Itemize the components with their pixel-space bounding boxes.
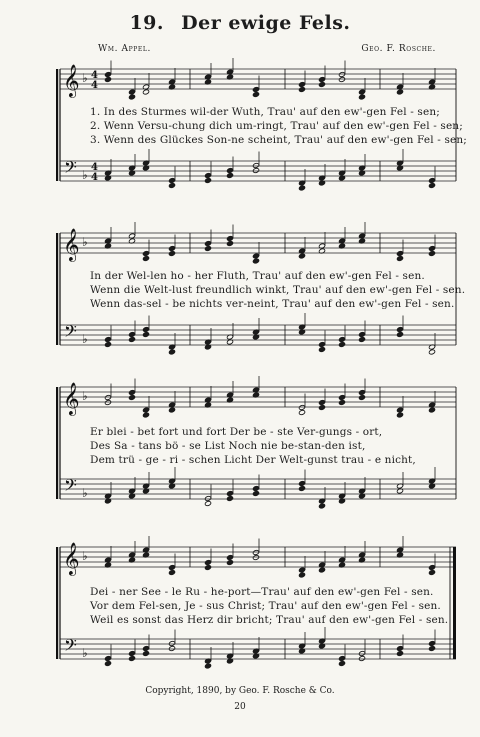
- notehead: [358, 390, 365, 396]
- notehead: [142, 251, 149, 257]
- lyric-line: Des Sa - tans bö - se List Noch nie be-stan-den ist,: [90, 440, 366, 452]
- notehead: [396, 327, 403, 333]
- notehead: [226, 236, 233, 242]
- notehead: [204, 246, 211, 252]
- notehead: [252, 92, 259, 98]
- notehead: [358, 89, 365, 95]
- notehead: [168, 349, 175, 355]
- notehead: [104, 72, 111, 78]
- notehead: [396, 651, 403, 657]
- bass-clef-icon: 𝄢: [64, 321, 77, 345]
- notehead: [428, 251, 435, 257]
- notehead: [358, 337, 365, 343]
- notehead: [428, 646, 435, 652]
- music-system-4: [60, 542, 456, 682]
- treble-clef-icon: 𝄞: [63, 382, 80, 415]
- notehead: [168, 646, 175, 652]
- flat-icon: ♭: [82, 332, 88, 346]
- notehead: [168, 641, 175, 647]
- notehead: [142, 256, 149, 262]
- notehead: [128, 89, 135, 95]
- notehead: [252, 550, 259, 556]
- notehead: [128, 332, 135, 338]
- notehead: [104, 337, 111, 343]
- notehead: [204, 241, 211, 247]
- copyright-notice: Copyright, 1890, by Geo. F. Rosche & Co.: [145, 686, 335, 696]
- notehead: [298, 410, 305, 416]
- notehead: [318, 82, 325, 88]
- time-signature: 4: [91, 70, 98, 81]
- notehead: [226, 560, 233, 566]
- system-bracket: [56, 233, 58, 345]
- notehead: [226, 173, 233, 179]
- composer-credit: Geo. F. Rosche.: [361, 44, 436, 54]
- notehead: [252, 491, 259, 497]
- notehead: [338, 337, 345, 343]
- notehead: [142, 407, 149, 413]
- page-number: 20: [234, 702, 246, 712]
- notehead: [396, 256, 403, 262]
- notehead: [204, 496, 211, 502]
- notehead: [318, 342, 325, 348]
- music-notation: [60, 542, 456, 682]
- flat-icon: ♭: [82, 168, 88, 182]
- notehead: [142, 412, 149, 418]
- time-signature: 4: [91, 80, 98, 91]
- notehead: [168, 246, 175, 252]
- notehead: [298, 481, 305, 487]
- notehead: [168, 178, 175, 184]
- notehead: [338, 72, 345, 78]
- hymn-number: 19.: [129, 12, 164, 34]
- notehead: [396, 89, 403, 95]
- notehead: [318, 77, 325, 83]
- lyric-line: Wenn die Welt-lust freundlich winkt, Trau' auf den ew'-gen Fel - sen.: [90, 284, 466, 296]
- lyric-line: Wenn das-sel - be nichts ver-neint, Trau' auf den ew'-gen Fel - sen.: [90, 298, 455, 310]
- notehead: [226, 555, 233, 561]
- treble-clef-icon: 𝄞: [63, 64, 80, 97]
- notehead: [396, 251, 403, 257]
- notehead: [226, 491, 233, 497]
- notehead: [298, 82, 305, 88]
- notehead: [142, 332, 149, 338]
- notehead: [142, 327, 149, 333]
- time-signature: 4: [91, 172, 98, 183]
- notehead: [204, 663, 211, 669]
- notehead: [104, 342, 111, 348]
- music-system-2: [60, 228, 466, 368]
- notehead: [358, 332, 365, 338]
- notehead: [252, 486, 259, 492]
- notehead: [104, 77, 111, 83]
- notehead: [428, 183, 435, 189]
- flat-icon: ♭: [82, 235, 88, 249]
- notehead: [338, 656, 345, 662]
- notehead: [396, 412, 403, 418]
- notehead: [298, 486, 305, 492]
- notehead: [128, 395, 135, 401]
- system-bracket: [56, 69, 58, 181]
- notehead: [338, 395, 345, 401]
- bass-clef-icon: 𝄢: [64, 475, 77, 499]
- flat-icon: ♭: [82, 549, 88, 563]
- notehead: [298, 253, 305, 259]
- notehead: [168, 565, 175, 571]
- notehead: [142, 646, 149, 652]
- notehead: [168, 251, 175, 257]
- notehead: [204, 565, 211, 571]
- notehead: [318, 503, 325, 509]
- notehead: [226, 496, 233, 502]
- notehead: [104, 400, 111, 406]
- notehead: [338, 342, 345, 348]
- notehead: [128, 94, 135, 100]
- notehead: [226, 168, 233, 174]
- notehead: [128, 656, 135, 662]
- system-bracket: [56, 547, 58, 659]
- notehead: [104, 661, 111, 667]
- system-bracket: [56, 387, 58, 499]
- flat-icon: ♭: [82, 486, 88, 500]
- notehead: [128, 337, 135, 343]
- notehead: [298, 405, 305, 411]
- notehead: [298, 567, 305, 573]
- notehead: [298, 572, 305, 578]
- notehead: [204, 560, 211, 566]
- music-system-3: [60, 382, 456, 522]
- flat-icon: ♭: [82, 71, 88, 85]
- notehead: [358, 94, 365, 100]
- lyric-line: Er blei - bet fort und fort Der be - ste Ver-gungs - ort,: [90, 426, 383, 438]
- lyric-line: Dem trü - ge - ri - schen Licht Der Welt-gunst trau - e nicht,: [90, 454, 416, 466]
- notehead: [204, 173, 211, 179]
- notehead: [428, 565, 435, 571]
- lyric-line: Weil es sonst das Herz dir bricht; Trau' auf den ew'-gen Fel - sen.: [90, 614, 449, 626]
- hymn-title: [0, 12, 480, 34]
- notehead: [358, 651, 365, 657]
- notehead: [428, 570, 435, 576]
- notehead: [252, 253, 259, 259]
- notehead: [142, 89, 149, 95]
- bass-clef-icon: 𝄢: [64, 635, 77, 659]
- notehead: [396, 332, 403, 338]
- flat-icon: ♭: [82, 646, 88, 660]
- notehead: [396, 646, 403, 652]
- notehead: [428, 407, 435, 413]
- notehead: [104, 395, 111, 401]
- lyricist-credit: Wm. Appel.: [98, 44, 151, 54]
- notehead: [104, 656, 111, 662]
- notehead: [338, 661, 345, 667]
- notehead: [128, 651, 135, 657]
- notehead: [142, 651, 149, 657]
- notehead: [298, 185, 305, 191]
- hymn-name: Der ewige Fels.: [181, 12, 351, 34]
- notehead: [252, 555, 259, 561]
- notehead: [226, 241, 233, 247]
- notehead: [318, 347, 325, 353]
- notehead: [298, 87, 305, 93]
- flat-icon: ♭: [82, 389, 88, 403]
- time-signature: 4: [91, 162, 98, 173]
- lyric-line: 3. Wenn des Glückes Son-ne scheint, Trau' auf den ew'-gen Fel - sen;: [90, 134, 467, 146]
- notehead: [428, 641, 435, 647]
- music-notation: [60, 382, 456, 522]
- treble-clef-icon: 𝄞: [63, 542, 80, 575]
- bass-clef-icon: 𝄢: [64, 157, 77, 181]
- notehead: [338, 77, 345, 83]
- lyric-line: 2. Wenn Versu-chung dich um-ringt, Trau' auf den ew'-gen Fel - sen;: [90, 120, 463, 132]
- lyric-line: In der Wel-len ho - her Fluth, Trau' auf den ew'-gen Fel - sen.: [90, 270, 425, 282]
- notehead: [318, 405, 325, 411]
- music-system-1: [60, 64, 467, 204]
- notehead: [358, 656, 365, 662]
- notehead: [204, 178, 211, 184]
- notehead: [128, 390, 135, 396]
- notehead: [252, 87, 259, 93]
- notehead: [396, 407, 403, 413]
- treble-clef-icon: 𝄞: [63, 228, 80, 261]
- notehead: [252, 258, 259, 264]
- notehead: [318, 567, 325, 573]
- notehead: [428, 178, 435, 184]
- lyric-line: 1. In des Sturmes wil-der Wuth, Trau' auf den ew'-gen Fel - sen;: [90, 106, 440, 118]
- lyric-line: Vor dem Fel-sen, Je - sus Christ; Trau' auf den ew'-gen Fel - sen.: [90, 600, 441, 612]
- notehead: [358, 395, 365, 401]
- notehead: [252, 163, 259, 169]
- lyric-line: Dei - ner See - le Ru - he-port—Trau' auf den ew'-gen Fel - sen.: [90, 586, 434, 598]
- notehead: [168, 570, 175, 576]
- notehead: [338, 400, 345, 406]
- notehead: [168, 407, 175, 413]
- notehead: [318, 400, 325, 406]
- notehead: [168, 183, 175, 189]
- notehead: [428, 246, 435, 252]
- notehead: [204, 501, 211, 507]
- notehead: [252, 168, 259, 174]
- notehead: [428, 349, 435, 355]
